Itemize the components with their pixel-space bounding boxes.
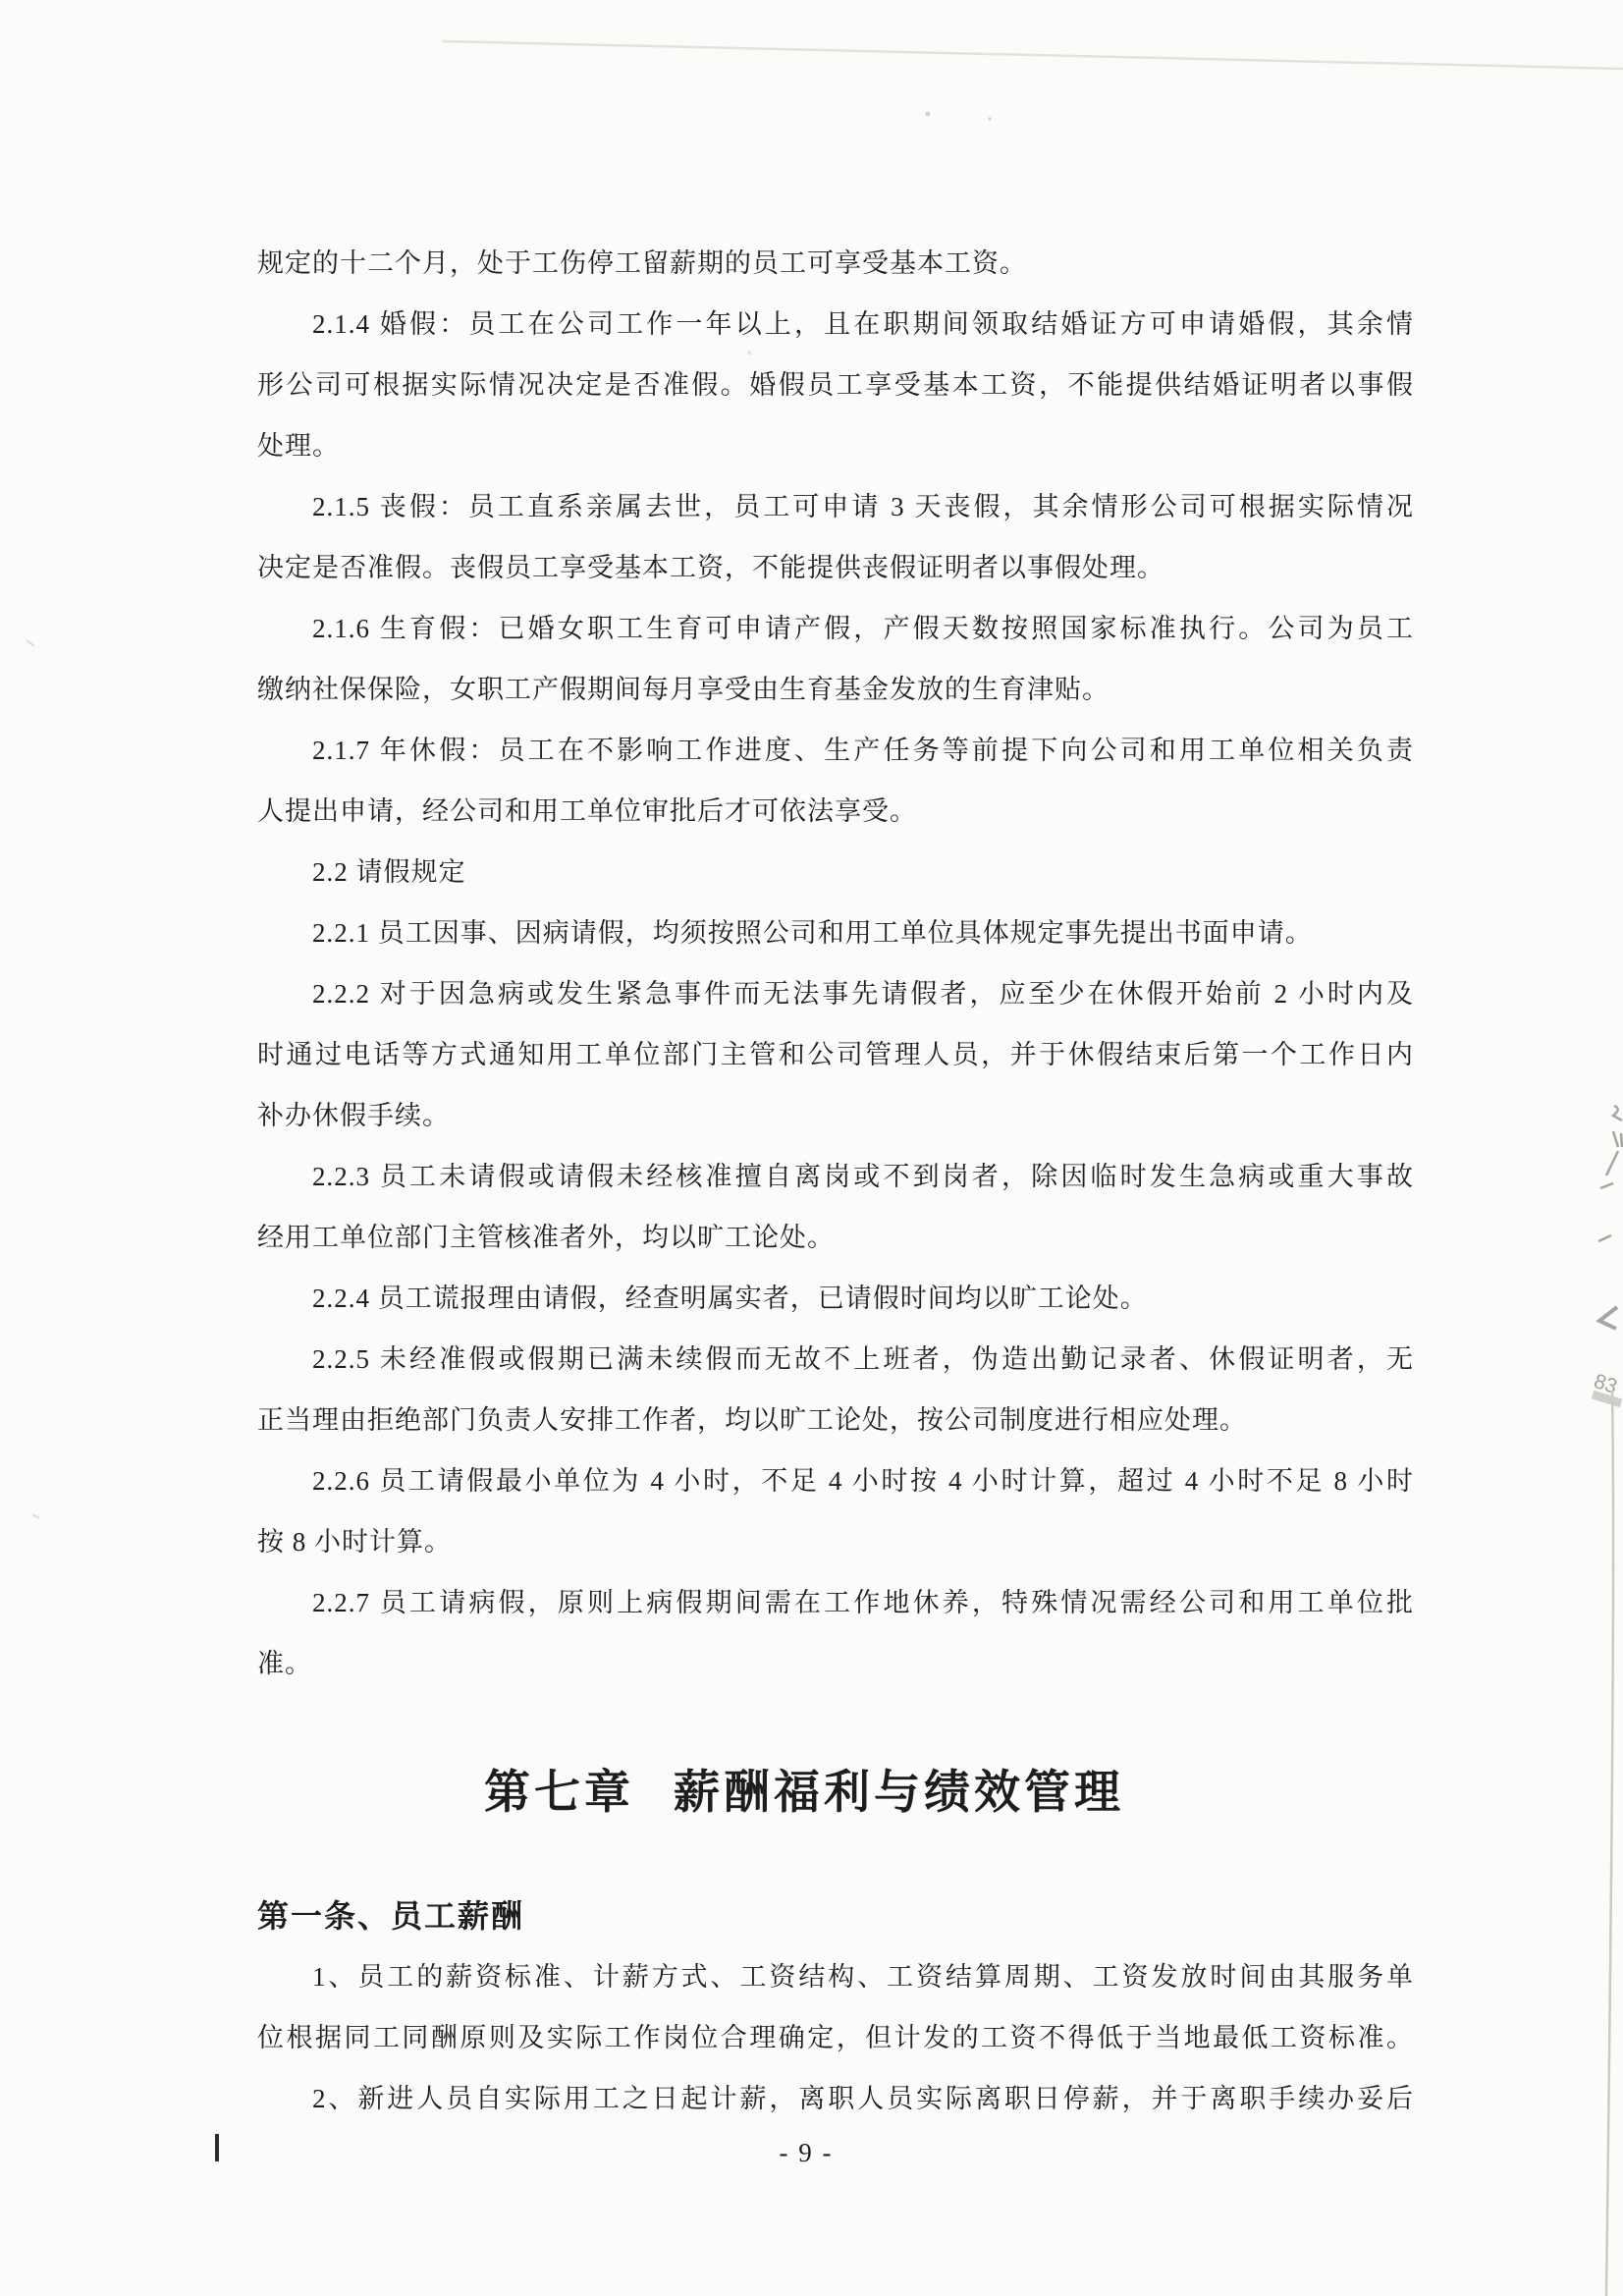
body-line: 处理。 xyxy=(257,431,340,461)
body-line: 2.1.4 婚假：员工在公司工作一年以上，且在职期间领取结婚证方可申请婚假，其余情 xyxy=(312,309,1414,339)
chapter-number-label: 第七章 xyxy=(484,1766,634,1818)
body-line: 2.2.2 对于因急病或发生紧急事件而无法事先请假者，应至少在休假开始前 2 小时内及 xyxy=(312,979,1414,1009)
body-line: 2.2.3 员工未请假或请假未经核准擅自离岗或不到岗者，除因临时发生急病或重大事故 xyxy=(312,1162,1414,1191)
pencil-scribble xyxy=(1606,1151,1618,1175)
body-line: 2.1.6 生育假：已婚女职工生育可申请产假，产假天数按照国家标准执行。公司为员工 xyxy=(312,614,1414,643)
pencil-note-83: 83 xyxy=(1591,1369,1620,1398)
body-line: 决定是否准假。丧假员工享受基本工资，不能提供丧假证明者以事假处理。 xyxy=(257,553,1164,582)
section-heading: 第一条、员工薪酬 xyxy=(257,1898,525,1934)
body-text-bottom xyxy=(257,1946,1414,2129)
body-line: 2.1.5 丧假：员工直系亲属去世，员工可申请 3 天丧假，其余情形公司可根据实际情况 xyxy=(312,492,1414,521)
body-text-top xyxy=(257,233,1414,1694)
body-line: 2.2.1 员工因事、因病请假，均须按照公司和用工单位具体规定事先提出书面申请。 xyxy=(312,918,1313,948)
body-line: 形公司可根据实际情况决定是否准假。婚假员工享受基本工资，不能提供结婚证明者以事假 xyxy=(257,370,1414,400)
pencil-scribble xyxy=(1600,1183,1613,1188)
body-line: 正当理由拒绝部门负责人安排工作者，均以旷工论处，按公司制度进行相应处理。 xyxy=(257,1405,1247,1435)
body-line: 1、员工的薪资标准、计薪方式、工资结构、工资结算周期、工资发放时间由其服务单 xyxy=(312,1962,1414,1992)
body-line: 2.2 请假规定 xyxy=(312,857,466,887)
body-line: 缴纳社保保险，女职工产假期间每月享受由生育基金发放的生育津贴。 xyxy=(257,675,1109,704)
page-number: - 9 - xyxy=(779,2138,834,2167)
pencil-scribble xyxy=(1598,1235,1611,1241)
body-line: 2.1.7 年休假：员工在不影响工作进度、生产任务等前提下向公司和用工单位相关负责 xyxy=(312,736,1414,765)
body-line: 时通过电话等方式通知用工单位部门主管和公司管理人员，并于休假结束后第一个工作日内 xyxy=(257,1040,1414,1069)
pencil-arrow-mark xyxy=(1599,1307,1617,1329)
body-line: 2.2.5 未经准假或假期已满未续假而无故不上班者，伪造出勤记录者、休假证明者，无 xyxy=(312,1344,1414,1374)
body-line: 2.2.6 员工请假最小单位为 4 小时，不足 4 小时按 4 小时计算，超过 4 小时不足 8 小时 xyxy=(312,1466,1414,1496)
pencil-smudge xyxy=(1593,1394,1621,1403)
body-line: 准。 xyxy=(257,1649,312,1678)
pencil-scribble xyxy=(1613,1106,1622,1121)
body-line: 2.2.4 员工谎报理由请假，经查明属实者，已请假时间均以旷工论处。 xyxy=(312,1284,1148,1313)
body-line: 补办休假手续。 xyxy=(257,1101,450,1130)
body-line: 规定的十二个月，处于工伤停工留薪期的员工可享受基本工资。 xyxy=(257,248,1027,278)
body-line: 2.2.7 员工请病假，原则上病假期间需在工作地休养，特殊情况需经公司和用工单位批 xyxy=(312,1588,1414,1617)
body-line: 按 8 小时计算。 xyxy=(257,1527,452,1557)
pencil-scribble xyxy=(1613,1131,1622,1147)
paper-crease-line xyxy=(1606,1391,1613,2296)
body-line: 2、新进人员自实际用工之日起计薪，离职人员实际离职日停薪，并于离职手续办妥后 xyxy=(312,2084,1414,2113)
chapter-title: 薪酬福利与绩效管理 xyxy=(674,1766,1124,1818)
paper-speck xyxy=(32,1514,39,1518)
document-content xyxy=(257,0,1414,2170)
paper-speck xyxy=(27,640,34,646)
body-line: 人提出申请，经公司和用工单位审批后才可依法享受。 xyxy=(257,796,917,826)
chapter-heading xyxy=(257,1755,1414,1830)
body-line: 位根据同工同酬原则及实际工作岗位合理确定，但计发的工资不得低于当地最低工资标准。 xyxy=(257,2023,1414,2052)
pencil-scribbles-group xyxy=(1598,1106,1622,1329)
body-line: 经用工单位部门主管核准者外，均以旷工论处。 xyxy=(257,1223,835,1252)
